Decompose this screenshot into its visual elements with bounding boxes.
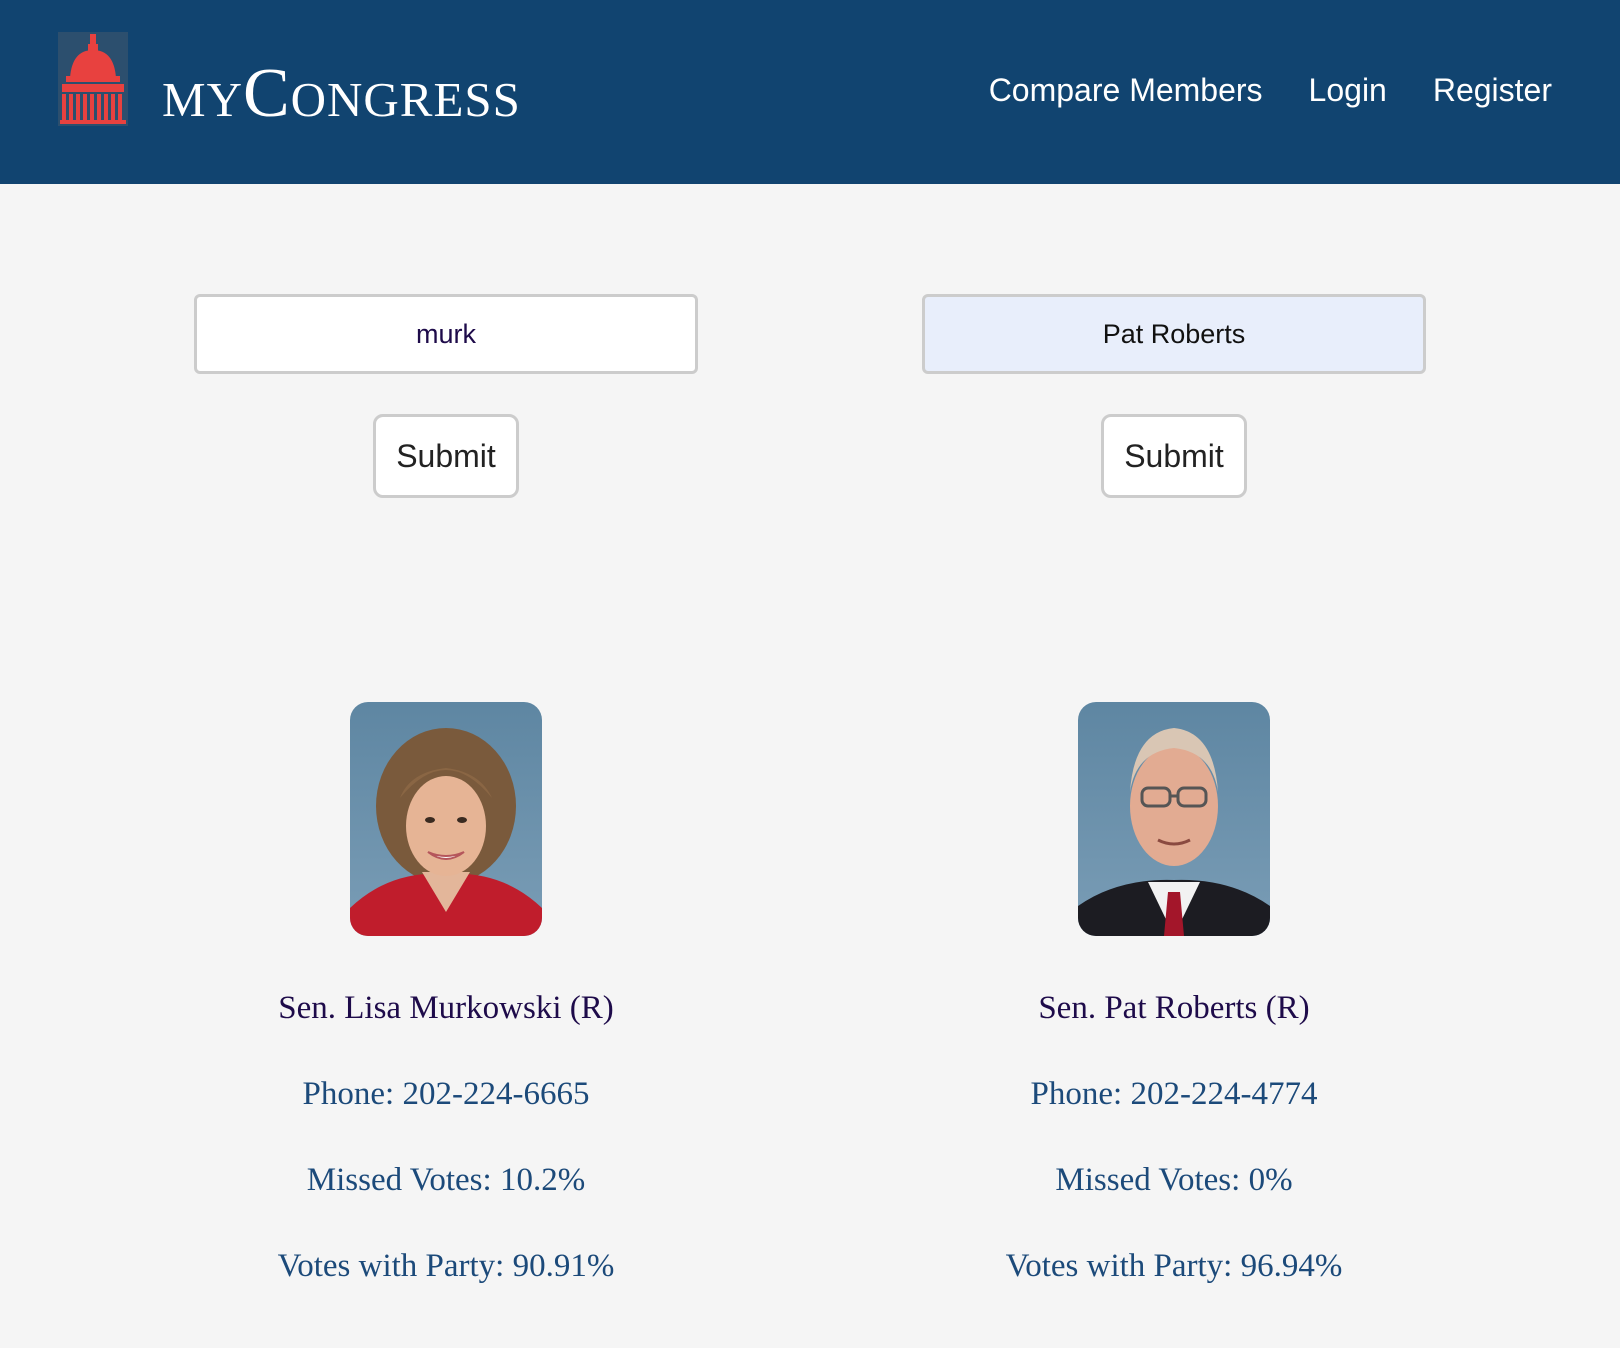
right-submit-button[interactable]: Submit (1101, 414, 1247, 498)
nav-compare-members[interactable]: Compare Members (988, 72, 1263, 108)
member-missed-votes: Missed Votes: 10.2% (306, 1162, 586, 1198)
brand-logo[interactable]: myCongress (162, 55, 521, 132)
nav-register[interactable]: Register (1432, 72, 1552, 108)
right-member-card (922, 702, 1426, 1286)
left-submit-button[interactable]: Submit (373, 414, 519, 498)
navbar (0, 0, 1620, 184)
left-search-panel (194, 294, 698, 498)
nav-login[interactable]: Login (1308, 72, 1387, 108)
member-votes-with-party: Votes with Party: 96.94% (1005, 1248, 1343, 1284)
member-portrait-roberts (1078, 702, 1270, 936)
member-name: Sen. Pat Roberts (R) (1038, 990, 1310, 1026)
member-portrait-murkowski (350, 702, 542, 936)
member-votes-with-party: Votes with Party: 90.91% (277, 1248, 615, 1284)
member-phone: Phone: 202-224-6665 (302, 1076, 590, 1112)
left-member-card (194, 702, 698, 1286)
capitol-dome-icon[interactable] (58, 32, 128, 126)
member-phone: Phone: 202-224-4774 (1030, 1076, 1318, 1112)
left-member-search-input[interactable] (194, 294, 698, 374)
member-missed-votes: Missed Votes: 0% (1055, 1162, 1293, 1198)
right-member-search-input[interactable] (922, 294, 1426, 374)
nav-links (989, 70, 1552, 110)
member-name: Sen. Lisa Murkowski (R) (278, 990, 614, 1026)
right-search-panel (922, 294, 1426, 498)
